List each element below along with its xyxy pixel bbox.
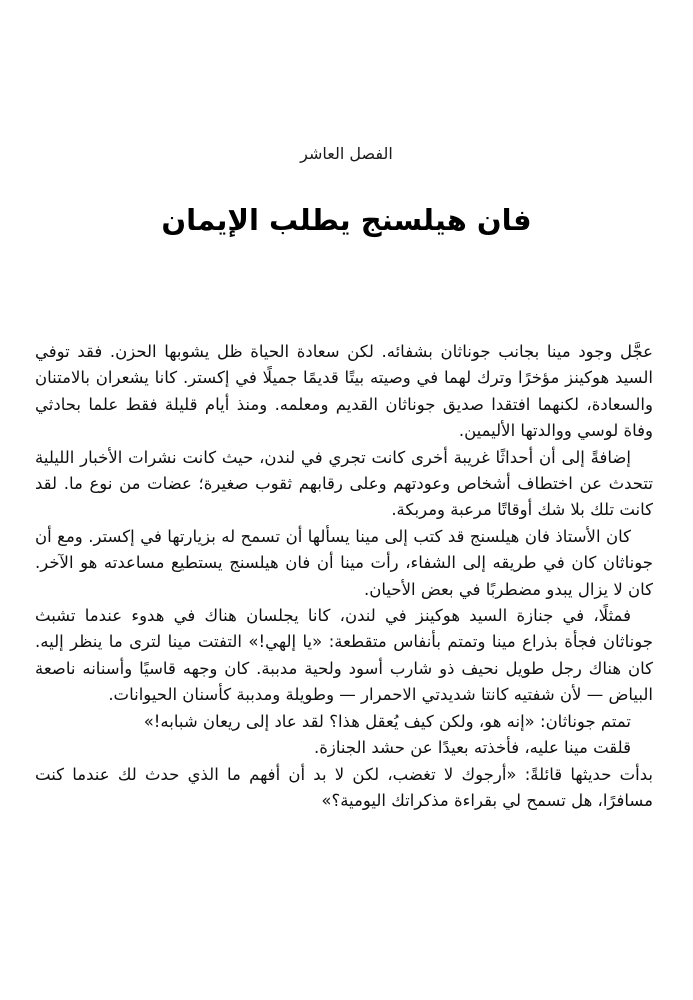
- paragraph-7: بدأت حديثها قائلةً: «أرجوك لا تغضب، لكن لا بد أن أفهم ما الذي حدث لك عندما كنت مسافرًا، هل تسمح لي بقراءة مذكراتك اليومية؟»: [35, 764, 653, 810]
- paragraph-3: كان الأستاذ فان هيلسنج قد كتب إلى مينا يسألها أن تسمح له بزيارتها في إكستر. ومع أن جوناثان كان في طريقه إلى الشفاء، رأت مينا أن فان هيلسنج يستطيع مساعدته هو الآخر. كان لا يزال يبدو مضطربًا في بعض الأحيان.: [35, 526, 653, 599]
- chapter-number-label: الفصل العاشر: [300, 144, 393, 163]
- paragraph-1: عجَّل وجود مينا بجانب جوناثان بشفائه. لكن سعادة الحياة ظل يشوبها الحزن. فقد توفي السيد هوكينز مؤخرًا وترك لهما في وصيته بيتًا قديمًا جميلًا في إكستر. كانا يشعران بالامتنان والسعادة، لكنهما افتقدا صديق جوناثان القديم ومعلمه. ومنذ أيام قليلة فقط علما بحادثي وفاة لوسي ووالدتها الأليمين.: [35, 342, 653, 441]
- paragraph-6: قلقت مينا عليه، فأخذته بعيدًا عن حشد الجنازة.: [314, 738, 631, 758]
- paragraph-4: فمثلًا، في جنازة السيد هوكينز في لندن، كانا يجلسان هناك في هدوء عندما تشبث جوناثان فجأة بذراع مينا وتمتم بأنفاس متقطعة: «يا إلهي!» التفتت مينا لترى ما ينظر إليه. كان هناك رجل طويل نحيف ذو شارب أسود ولحية مدببة. كان وجهه قاسيًا وأسنانه ناصعة البياض — لأن شفتيه كانتا شديدتي الاحمرار — وطويلة ومدببة كأسنان الحيوانات.: [35, 606, 653, 705]
- paragraph-2: إضافةً إلى أن أحداثًا غريبة أخرى كانت تجري في لندن، حيث كانت نشرات الأخبار الليلية تتحدث عن اختطاف أشخاص وعودتهم وعلى رقابهم ثقوب صغيرة؛ عضات من نوع ما. لقد كانت تلك بلا شك أوقاتًا مرعبة ومربكة.: [35, 447, 653, 520]
- chapter-title: فان هيلسنج يطلب الإيمان: [161, 203, 532, 237]
- chapter-body: [35, 339, 653, 814]
- paragraph-5: تمتم جوناثان: «إنه هو، ولكن كيف يُعقل هذا؟ لقد عاد إلى ريعان شبابه!»: [143, 711, 631, 731]
